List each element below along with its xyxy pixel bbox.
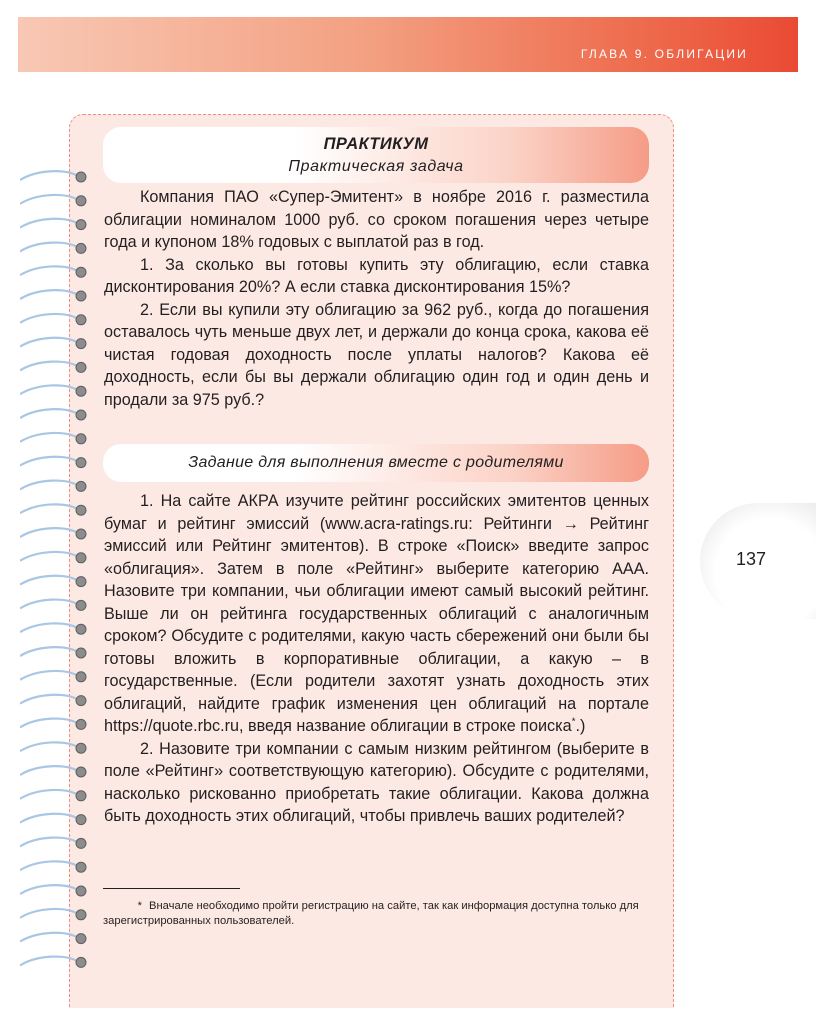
parents-task-title: Задание для выполнения вместе с родителями — [188, 454, 564, 471]
practicum-subtitle: Практическая задача — [288, 158, 464, 175]
spiral-ring — [20, 957, 78, 966]
spiral-ring — [20, 552, 78, 561]
spiral-ring — [20, 338, 78, 347]
parents-task-text — [104, 490, 649, 828]
spiral-ring — [20, 457, 78, 466]
footnote — [103, 899, 651, 929]
problem-statement: Компания ПАО «Супер-Эмитент» в ноябре 2016 г. разместила облигации номиналом 1000 руб. со сроком погашения через четыре года и купоном 18% годовых с выплатой раз в год. — [104, 188, 649, 251]
spiral-ring — [20, 385, 78, 394]
spiral-hole — [76, 267, 86, 277]
spiral-ring — [20, 576, 78, 585]
spiral-ring — [20, 219, 78, 228]
spiral-ring — [20, 671, 78, 680]
spiral-ring — [20, 838, 78, 847]
spiral-hole — [76, 481, 86, 491]
chapter-header-bar — [18, 17, 798, 72]
spiral-hole — [76, 243, 86, 253]
spiral-hole — [76, 386, 86, 396]
spiral-ring — [20, 885, 78, 894]
spiral-ring — [20, 600, 78, 609]
spiral-hole — [76, 791, 86, 801]
spiral-hole — [76, 220, 86, 230]
spiral-ring — [20, 528, 78, 537]
practicum-text — [104, 186, 649, 411]
spiral-ring — [20, 933, 78, 942]
spiral-ring — [20, 742, 78, 751]
page-number: 137 — [736, 549, 767, 569]
practicum-title: ПРАКТИКУМ — [323, 135, 429, 153]
parents-task-1 — [104, 490, 649, 738]
question-1: 1. За сколько вы готовы купить эту облигацию, если ставка дисконтирования 20%? А если ставка дисконтирования 15%? — [104, 255, 649, 296]
spiral-hole — [76, 553, 86, 563]
spiral-hole — [76, 838, 86, 848]
spiral-ring — [20, 766, 78, 775]
spiral-hole — [76, 196, 86, 206]
spiral-hole — [76, 957, 86, 967]
spiral-hole — [76, 672, 86, 682]
spiral-hole — [76, 362, 86, 372]
spiral-ring — [20, 243, 78, 252]
spiral-hole — [76, 624, 86, 634]
spiral-hole — [76, 505, 86, 515]
spiral-hole — [76, 934, 86, 944]
spiral-ring — [20, 719, 78, 728]
spiral-ring — [20, 814, 78, 823]
spiral-hole — [76, 815, 86, 825]
question-2: 2. Если вы купили эту облигацию за 962 руб., когда до погашения оставалось чуть меньше двух лет, и держали до конца срока, какова её чистая годовая доходность после уплаты налогов? Какова её доходность, если бы вы держали облигацию один год и один день и продали за 975 руб.? — [104, 300, 649, 409]
footnote-reference: * — [571, 716, 576, 728]
spiral-hole — [76, 767, 86, 777]
spiral-hole — [76, 339, 86, 349]
parents-task-header — [103, 444, 649, 482]
spiral-hole — [76, 743, 86, 753]
spiral-hole — [76, 886, 86, 896]
spiral-ring — [20, 409, 78, 418]
spiral-hole — [76, 862, 86, 872]
spiral-ring — [20, 861, 78, 870]
spiral-hole — [76, 719, 86, 729]
spiral-hole — [76, 315, 86, 325]
spiral-ring — [20, 481, 78, 490]
spiral-ring — [20, 433, 78, 442]
spiral-hole — [76, 291, 86, 301]
spiral-hole — [76, 410, 86, 420]
parents-task-1-text: 1. На сайте АКРА изучите рейтинг российских эмитентов ценных бумаг и рейтинг эмиссий (www.acra-ratings.ru: Рейтинги → Рейтинг эмиссий или Рейтинг эмитентов). В строке «Поиск» введите запрос «облигация». Затем в поле «Рейтинг» выберите категорию ААА. Назовите три компании, чьи облигации имеют самый высокий рейтинг. Выше ли он рейтинга государственных облигаций с аналогичным сроком? Обсудите с родителями, какую часть сбережений они были бы готовы вложить в корпоративные облигации, а какую – в государственные. (Если родители захотят узнать доходность этих облигаций, найдите график изменения цен облигаций на портале https://quote.rbc.ru, введя название облигации в строке поиска — [104, 492, 649, 735]
spiral-ring — [20, 623, 78, 632]
spiral-ring — [20, 909, 78, 918]
spiral-ring — [20, 504, 78, 513]
spiral-hole — [76, 600, 86, 610]
footnote-divider — [103, 888, 240, 889]
parents-task-2: 2. Назовите три компании с самым низким рейтингом (выберите в поле «Рейтинг» соответствующую категорию). Обсудите с родителями, насколько рискованно приобретать такие облигации. Какова должна быть доходность этих облигаций, чтобы привлечь ваших родителей? — [104, 739, 649, 825]
chapter-title: ГЛАВА 9. ОБЛИГАЦИИ — [580, 47, 748, 61]
spiral-ring — [20, 362, 78, 371]
spiral-hole — [76, 696, 86, 706]
spiral-ring — [20, 314, 78, 323]
spiral-ring — [20, 790, 78, 799]
footnote-text: Вначале необходимо пройти регистрацию на сайте, так как информация доступна только для зарегистрированных пользователей. — [103, 900, 639, 927]
practicum-header — [103, 127, 649, 183]
spiral-hole — [76, 172, 86, 182]
spiral-binding — [20, 0, 90, 1024]
spiral-ring — [20, 647, 78, 656]
spiral-ring — [20, 266, 78, 275]
spiral-hole — [76, 910, 86, 920]
spiral-hole — [76, 648, 86, 658]
spiral-ring — [20, 171, 78, 180]
spiral-hole — [76, 458, 86, 468]
parents-task-1-end: .) — [575, 717, 586, 735]
spiral-hole — [76, 577, 86, 587]
spiral-ring — [20, 195, 78, 204]
spiral-hole — [76, 529, 86, 539]
spiral-hole — [76, 434, 86, 444]
footnote-mark: * — [137, 900, 142, 912]
spiral-ring — [20, 290, 78, 299]
spiral-ring — [20, 695, 78, 704]
